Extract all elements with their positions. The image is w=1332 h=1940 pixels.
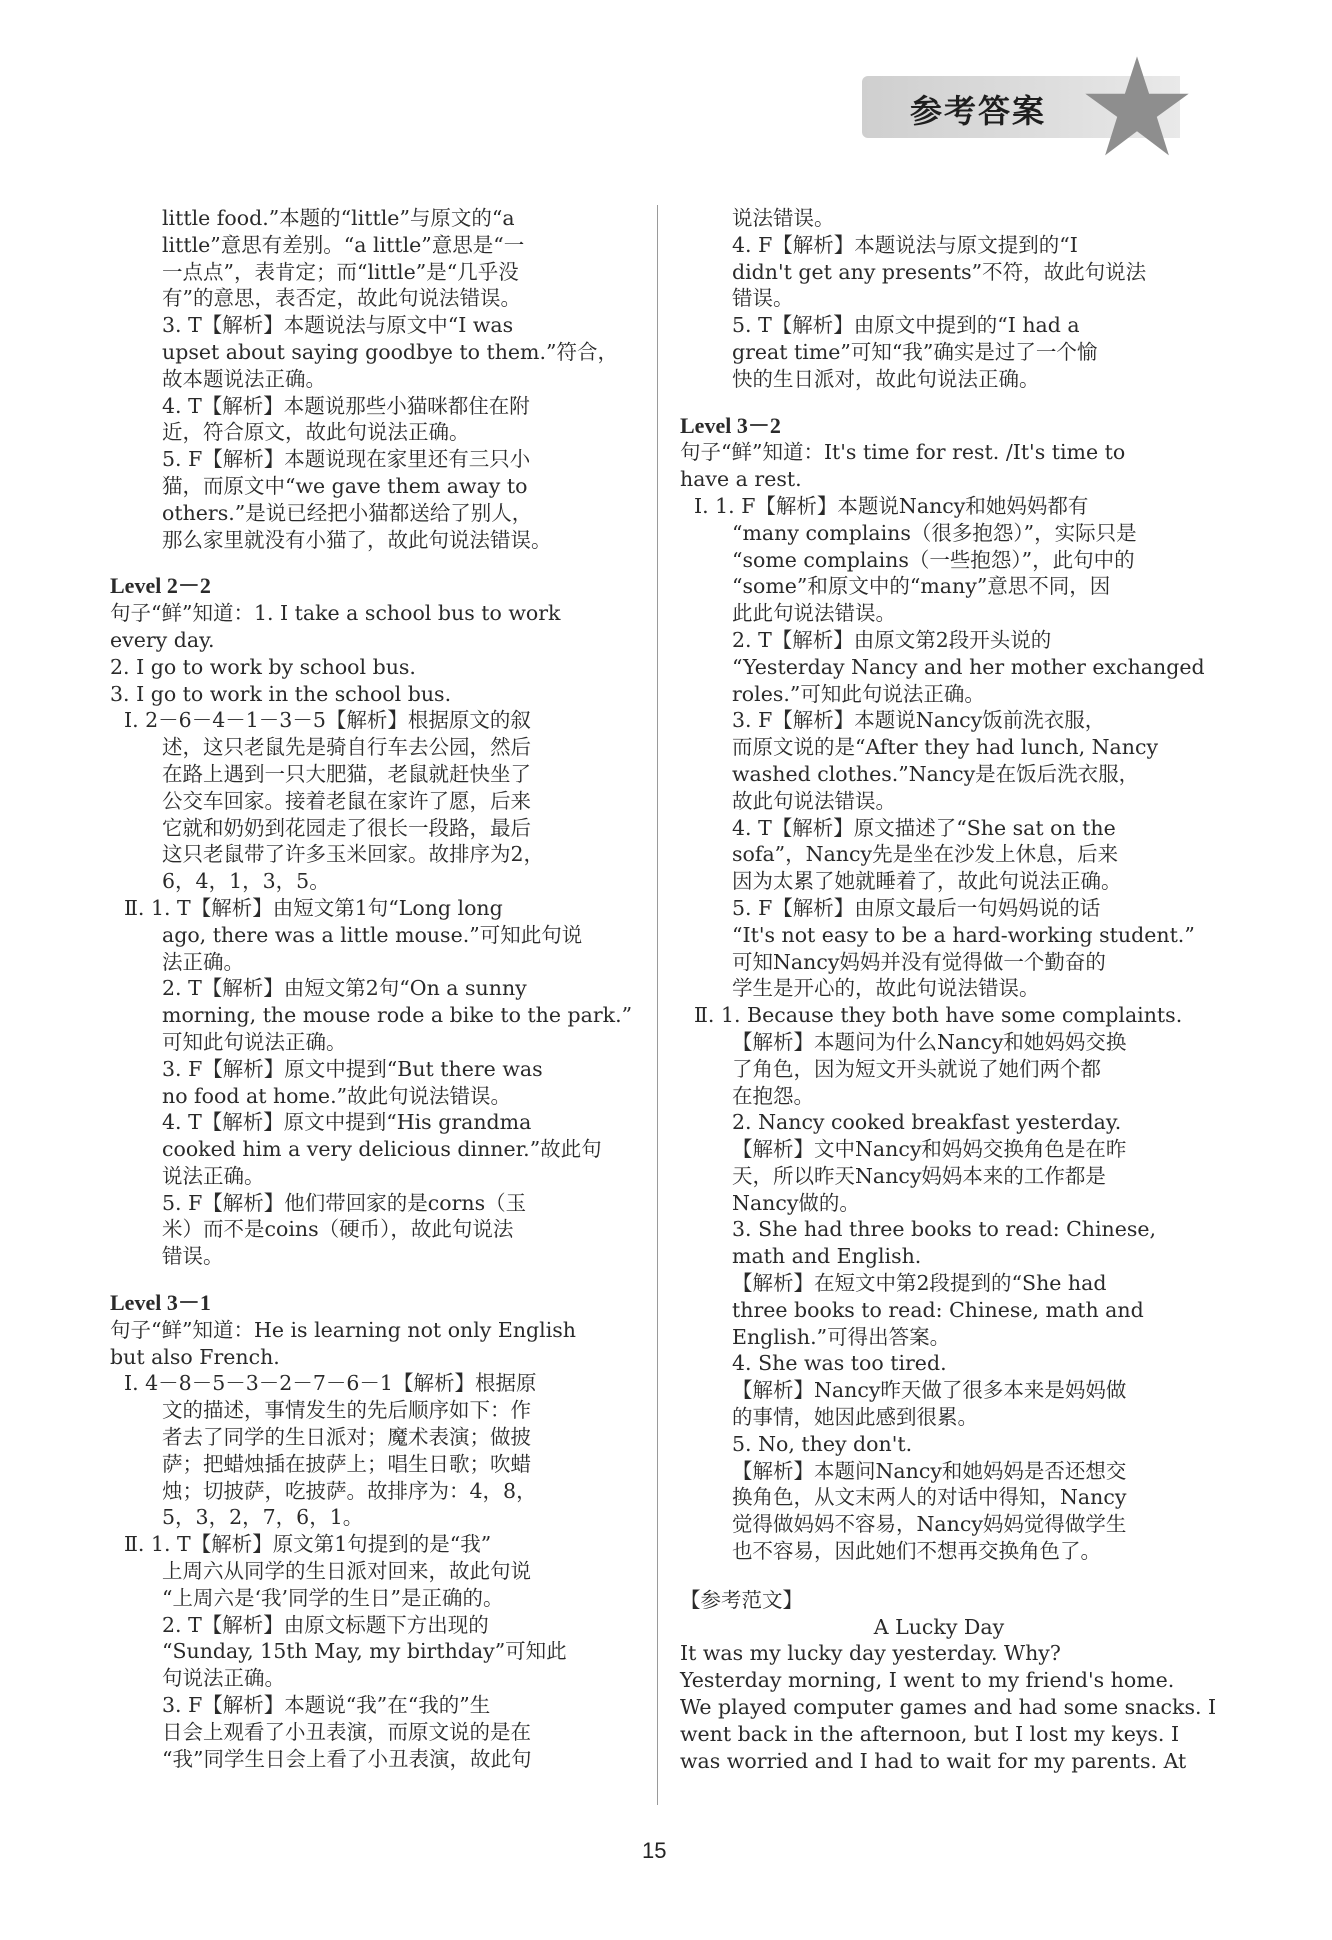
text-line: 5. T【解析】由原文中提到的“I had a bbox=[732, 313, 1080, 338]
text-line: 2. I go to work by school bus. bbox=[110, 654, 416, 679]
text-line: roles.”可知此句说法正确。 bbox=[732, 681, 985, 706]
text-line: 故此句说法错误。 bbox=[732, 788, 896, 813]
text-line: was worried and I had to wait for my parents. At bbox=[680, 1748, 1187, 1773]
text-line: 而原文说的是“After they had lunch, Nancy bbox=[732, 735, 1159, 760]
text-line: 述，这只老鼠先是骑自行车去公园，然后 bbox=[162, 735, 531, 760]
text-line: 4. She was too tired. bbox=[732, 1351, 947, 1376]
text-line: 6，4，1，3，5。 bbox=[162, 869, 330, 894]
page-number: 15 bbox=[642, 1838, 667, 1863]
text-line: 3. F【解析】本题说“我”在“我的”生 bbox=[162, 1693, 491, 1718]
text-line: 【解析】本题问为什么Nancy和她妈妈交换 bbox=[732, 1029, 1127, 1054]
text-line: 近，符合原文，故此句说法正确。 bbox=[162, 420, 470, 445]
text-line: We played computer games and had some snacks. I bbox=[680, 1695, 1217, 1720]
right-column bbox=[680, 205, 1217, 1774]
text-line: 上周六从同学的生日派对回来，故此句说 bbox=[162, 1559, 531, 1584]
text-line: 【解析】Nancy昨天做了很多本来是妈妈做 bbox=[732, 1378, 1127, 1403]
text-line: ago, there was a little mouse.”可知此句说 bbox=[162, 922, 583, 947]
text-line: 觉得做妈妈不容易，Nancy妈妈觉得做学生 bbox=[732, 1512, 1127, 1537]
text-line: 句子“鲜”知道：He is learning not only English bbox=[110, 1317, 577, 1342]
text-line: little food.”本题的“little”与原文的“a bbox=[162, 206, 515, 230]
text-line: Nancy做的。 bbox=[732, 1190, 860, 1215]
header-title: 参考答案 bbox=[910, 92, 1047, 130]
text-line: 【解析】在短文中第2段提到的“She had bbox=[732, 1271, 1107, 1296]
text-line: 可知此句说法正确。 bbox=[162, 1029, 347, 1054]
text-line: 的事情，她因此感到很累。 bbox=[732, 1405, 978, 1430]
text-line: washed clothes.”Nancy是在饭后洗衣服， bbox=[732, 761, 1140, 786]
text-line: 2. T【解析】由短文第2句“On a sunny bbox=[162, 976, 527, 1001]
text-line: 4. T【解析】原文中提到“His grandma bbox=[162, 1110, 532, 1135]
text-line: 萨；把蜡烛插在披萨上；唱生日歌；吹蜡 bbox=[162, 1451, 531, 1476]
text-line: Yesterday morning, I went to my friend's home. bbox=[680, 1668, 1175, 1693]
text-line: Ⅱ. 1. T【解析】原文第1句提到的是“我” bbox=[124, 1532, 492, 1557]
text-line: It was my lucky day yesterday. Why? bbox=[680, 1641, 1061, 1666]
text-line: 公交车回家。接着老鼠在家许了愿，后来 bbox=[162, 788, 531, 813]
text-line: 一点点”，表肯定；而“little”是“几乎没 bbox=[162, 259, 519, 284]
text-line: 在抱怨。 bbox=[732, 1083, 814, 1108]
text-line: upset about saying goodbye to them.”符合， bbox=[162, 339, 618, 364]
text-line: 4. T【解析】本题说那些小猫咪都住在附 bbox=[162, 393, 530, 418]
text-line: 5，3，2，7，6，1。 bbox=[162, 1505, 364, 1530]
section-heading: Level 3－2 bbox=[680, 412, 781, 438]
text-line: “Sunday, 15th May, my birthday”可知此 bbox=[162, 1639, 567, 1664]
text-line: 快的生日派对，故此句说法正确。 bbox=[732, 366, 1040, 391]
text-line: 猫，而原文中“we gave them away to bbox=[162, 473, 528, 498]
text-line: 2. T【解析】由原文第2段开头说的 bbox=[732, 627, 1052, 652]
text-line: 米）而不是coins（硬币），故此句说法 bbox=[162, 1217, 514, 1242]
text-line: didn't get any presents”不符，故此句说法 bbox=[732, 259, 1147, 284]
text-line: 说法错误。 bbox=[732, 206, 835, 230]
text-line: went back in the afternoon, but I lost my keys. I bbox=[680, 1721, 1180, 1746]
text-line: others.”是说已经把小猫都送给了别人， bbox=[162, 500, 533, 525]
text-line: 法正确。 bbox=[162, 949, 244, 974]
text-line: 者去了同学的生日派对；魔术表演；做披 bbox=[162, 1425, 531, 1450]
text-line: Ⅰ. 2－6－4－1－3－5【解析】根据原文的叙 bbox=[124, 708, 531, 733]
text-line: 它就和奶奶到花园走了很长一段路，最后 bbox=[162, 815, 531, 840]
text-line: math and English. bbox=[732, 1244, 922, 1269]
text-line: 故本题说法正确。 bbox=[162, 366, 326, 391]
text-line: “some”和原文中的“many”意思不同，因 bbox=[732, 574, 1111, 599]
text-line: 此此句说法错误。 bbox=[732, 601, 896, 626]
text-line: 4. F【解析】本题说法与原文提到的“I bbox=[732, 232, 1078, 257]
text-line: 在路上遇到一只大肥猫，老鼠就赶快坐了 bbox=[162, 761, 531, 786]
text-line: “some complains（一些抱怨）”，此句中的 bbox=[732, 547, 1135, 572]
text-line: 5. No, they don't. bbox=[732, 1431, 913, 1456]
text-line: 2. Nancy cooked breakfast yesterday. bbox=[732, 1110, 1122, 1135]
text-line: have a rest. bbox=[680, 467, 802, 492]
text-line: “It's not easy to be a hard-working student.” bbox=[732, 922, 1195, 947]
text-line: “many complains（很多抱怨）”，实际只是 bbox=[732, 520, 1137, 545]
text-line: 了角色，因为短文开头就说了她们两个都 bbox=[732, 1056, 1101, 1081]
text-line: Ⅱ. 1. Because they both have some complaints. bbox=[694, 1003, 1183, 1028]
text-line: no food at home.”故此句说法错误。 bbox=[162, 1083, 512, 1108]
text-line: sofa”，Nancy先是坐在沙发上休息，后来 bbox=[732, 842, 1119, 867]
text-line: but also French. bbox=[110, 1344, 280, 1369]
text-line: 那么家里就没有小猫了，故此句说法错误。 bbox=[162, 527, 552, 552]
text-line: Ⅰ. 1. F【解析】本题说Nancy和她妈妈都有 bbox=[694, 493, 1089, 518]
text-line: 也不容易，因此她们不想再交换角色了。 bbox=[732, 1539, 1101, 1564]
text-line: 3. She had three books to read: Chinese, bbox=[732, 1217, 1157, 1242]
text-line: 5. F【解析】由原文最后一句妈妈说的话 bbox=[732, 895, 1101, 920]
text-line: 句子“鲜”知道：1. I take a school bus to work bbox=[110, 601, 561, 626]
text-line: 学生是开心的，故此句说法错误。 bbox=[732, 976, 1040, 1001]
text-line: 4. T【解析】原文描述了“She sat on the bbox=[732, 815, 1116, 840]
text-line: every day. bbox=[110, 627, 215, 652]
left-column bbox=[110, 205, 633, 1772]
text-line: cooked him a very delicious dinner.”故此句 bbox=[162, 1137, 602, 1162]
text-line: 烛；切披萨，吃披萨。故排序为：4，8， bbox=[162, 1478, 537, 1503]
text-line: Ⅰ. 4－8－5－3－2－7－6－1【解析】根据原 bbox=[124, 1371, 537, 1396]
text-line: 错误。 bbox=[732, 286, 794, 311]
text-line: little”意思有差别。“a little”意思是“一 bbox=[162, 232, 525, 257]
text-line: 3. F【解析】原文中提到“But there was bbox=[162, 1056, 543, 1081]
text-line: Ⅱ. 1. T【解析】由短文第1句“Long long bbox=[124, 895, 503, 920]
text-line: 有”的意思，表否定，故此句说法错误。 bbox=[162, 286, 521, 311]
text-line: 5. F【解析】他们带回家的是corns（玉 bbox=[162, 1190, 527, 1215]
text-line: 因为太累了她就睡着了，故此句说法正确。 bbox=[732, 869, 1122, 894]
text-line: 日会上观看了小丑表演，而原文说的是在 bbox=[162, 1719, 531, 1744]
text-line: 可知Nancy妈妈并没有觉得做一个勤奋的 bbox=[732, 949, 1106, 974]
text-line: A Lucky Day bbox=[873, 1614, 1005, 1639]
text-line: 3. T【解析】本题说法与原文中“I was bbox=[162, 313, 514, 338]
text-line: “上周六是‘我’同学的生日”是正确的。 bbox=[162, 1585, 504, 1610]
text-line: 句子“鲜”知道：It's time for rest. /It's time to bbox=[680, 440, 1126, 465]
text-line: 这只老鼠带了许多玉米回家。故排序为2， bbox=[162, 842, 545, 867]
text-line: great time”可知“我”确实是过了一个愉 bbox=[732, 339, 1098, 364]
text-line: 5. F【解析】本题说现在家里还有三只小 bbox=[162, 447, 531, 472]
text-line: “Yesterday Nancy and her mother exchanged bbox=[732, 654, 1205, 679]
star-icon bbox=[1082, 52, 1192, 162]
text-line: 换角色，从文末两人的对话中得知，Nancy bbox=[732, 1485, 1127, 1510]
text-line: 3. I go to work in the school bus. bbox=[110, 681, 452, 706]
column-divider bbox=[657, 205, 658, 1805]
text-line: three books to read: Chinese, math and bbox=[732, 1297, 1144, 1322]
text-line: 错误。 bbox=[162, 1244, 224, 1269]
text-line: 3. F【解析】本题说Nancy饭前洗衣服， bbox=[732, 708, 1106, 733]
text-line: 天，所以昨天Nancy妈妈本来的工作都是 bbox=[732, 1163, 1106, 1188]
text-line: 2. T【解析】由原文标题下方出现的 bbox=[162, 1612, 489, 1637]
text-line: morning, the mouse rode a bike to the park.” bbox=[162, 1003, 633, 1028]
text-line: English.”可得出答案。 bbox=[732, 1324, 951, 1349]
text-line: 文的描述，事情发生的先后顺序如下：作 bbox=[162, 1398, 531, 1423]
text-line: 【解析】文中Nancy和妈妈交换角色是在昨 bbox=[732, 1137, 1127, 1162]
text-line: 【参考范文】 bbox=[680, 1587, 803, 1612]
text-line: 说法正确。 bbox=[162, 1163, 265, 1188]
text-line: 【解析】本题问Nancy和她妈妈是否还想交 bbox=[732, 1458, 1127, 1483]
text-line: 句说法正确。 bbox=[162, 1666, 285, 1691]
text-line: “我”同学生日会上看了小丑表演，故此句 bbox=[162, 1746, 532, 1771]
section-heading: Level 2－2 bbox=[110, 573, 211, 599]
section-heading: Level 3－1 bbox=[110, 1290, 211, 1316]
